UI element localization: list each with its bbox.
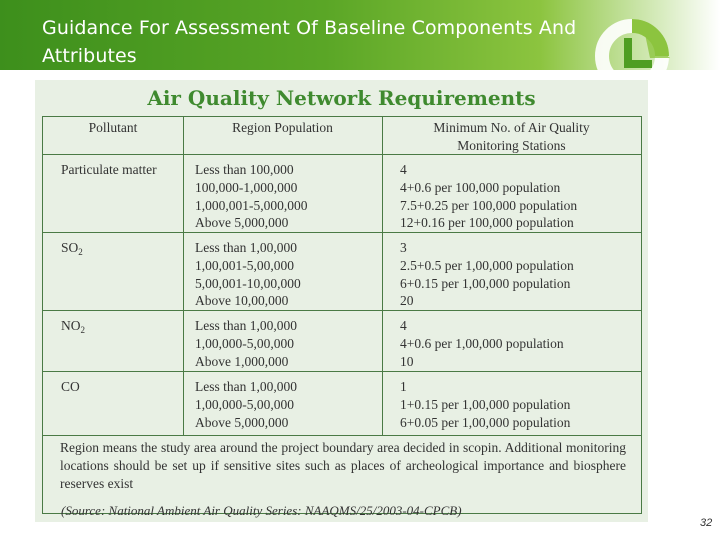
population-cell: [195, 239, 301, 310]
stations-line: 1: [400, 379, 407, 394]
table-image-panel: [35, 80, 648, 522]
stations-line: 12+0.16 per 100,000 population: [400, 215, 574, 231]
header-pollutant: Pollutant: [88, 120, 138, 135]
stations-line: 2.5+0.5 per 1,00,000 population: [400, 257, 574, 273]
stations-cell: [400, 317, 564, 370]
column-divider: [382, 117, 383, 436]
pollutant-subscript: 2: [78, 247, 83, 257]
population-line: 1,00,000-5,00,000: [195, 396, 294, 412]
population-line: Above 5,000,000: [195, 215, 289, 231]
stations-cell: [400, 378, 570, 431]
population-line: Less than 1,00,000: [195, 318, 297, 333]
panel-title: Air Quality Network Requirements: [147, 86, 536, 110]
stations-line: 1+0.15 per 1,00,000 population: [400, 396, 571, 412]
source-citation: (Source: National Ambient Air Quality Series: NAAQMS/25/2003-04-CPCB): [61, 503, 462, 518]
header-stations: [382, 119, 641, 155]
population-line: Above 5,000,000: [195, 414, 289, 430]
stations-line: 10: [400, 353, 414, 369]
population-cell: [195, 317, 297, 370]
stations-line: 4: [400, 318, 407, 333]
column-divider: [183, 117, 184, 436]
population-cell: [195, 378, 297, 431]
population-line: 1,00,000-5,00,000: [195, 335, 294, 351]
header-population: Region Population: [232, 120, 333, 135]
stations-line: 20: [400, 293, 414, 309]
pollutant-subscript: 2: [80, 325, 85, 335]
population-line: 100,000-1,000,000: [195, 179, 298, 195]
population-line: 1,000,001-5,000,000: [195, 197, 308, 213]
pollutant-formula: NO: [61, 318, 81, 333]
pollutant-cell: CO: [61, 379, 80, 394]
population-line: Less than 100,000: [195, 162, 294, 177]
pollutant-formula: SO: [61, 240, 79, 255]
pollutant-cell: [61, 317, 85, 340]
stations-line: 7.5+0.25 per 100,000 population: [400, 197, 578, 213]
requirements-table: [42, 116, 642, 514]
stations-line: 4+0.6 per 1,00,000 population: [400, 335, 564, 351]
row-divider: [43, 435, 641, 436]
stations-line: 4+0.6 per 100,000 population: [400, 179, 561, 195]
stations-line: 6+0.15 per 1,00,000 population: [400, 275, 571, 291]
pollutant-cell: Particulate matter: [61, 162, 157, 177]
population-line: 1,00,001-5,00,000: [195, 257, 294, 273]
stations-line: 6+0.05 per 1,00,000 population: [400, 414, 571, 430]
header-stations-line2: Monitoring Stations: [457, 138, 566, 153]
header-stations-line1: Minimum No. of Air Quality: [433, 120, 590, 135]
population-line: Less than 1,00,000: [195, 379, 297, 394]
row-divider: [43, 371, 641, 372]
population-line: Less than 1,00,000: [195, 240, 297, 255]
stations-line: 3: [400, 240, 407, 255]
stations-cell: [400, 161, 577, 232]
stations-cell: [400, 239, 574, 310]
population-cell: [195, 161, 308, 232]
population-line: Above 1,000,000: [195, 353, 289, 369]
slide-title: Guidance For Assessment Of Baseline Components And Attributes: [42, 17, 577, 67]
table-note: Region means the study area around the project boundary area decided in scopin. Additional monitoring locations should be set up if sensitive sites such as places of archeological importance and biosphere reserves exist: [60, 440, 626, 491]
population-line: 5,00,001-10,00,000: [195, 275, 301, 291]
page-number: 32: [700, 517, 713, 529]
stations-line: 4: [400, 162, 407, 177]
population-line: Above 10,00,000: [195, 293, 289, 309]
pollutant-cell: [61, 239, 83, 262]
